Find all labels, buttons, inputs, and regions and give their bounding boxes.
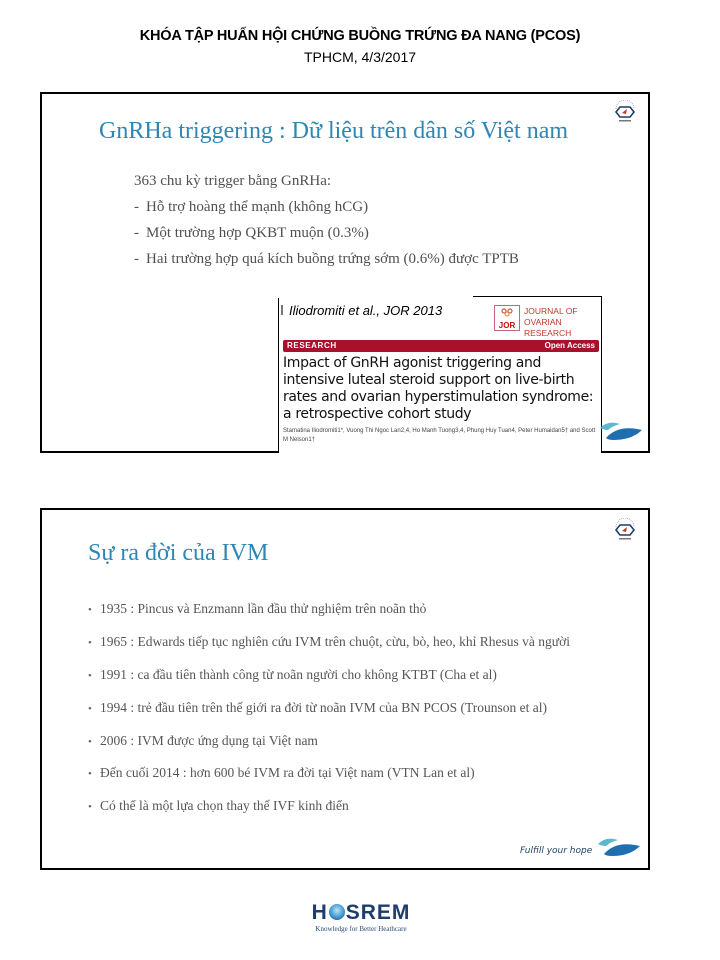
list-item-text: Hai trường hợp quá kích buồng trứng sớm (0.6%) được TPTB bbox=[146, 251, 519, 267]
list-item bbox=[88, 666, 570, 699]
paper-excerpt bbox=[278, 296, 602, 453]
list-item bbox=[88, 797, 570, 830]
paper-authors: Stamatina Iliodromiti1*, Vuong Thi Ngoc Lan2,4, Ho Manh Tuong3,4, Phung Huy Tuan4, Peter Humaidan5† and Scott M Nelson1† bbox=[283, 428, 596, 443]
list-item-text: Đến cuối 2014 : hơn 600 bé IVM ra đời tại Việt nam (VTN Lan et al) bbox=[100, 765, 475, 781]
list-item-text: Có thể là một lựa chọn thay thế IVF kinh điển bbox=[100, 798, 349, 814]
slide-ivm-history bbox=[40, 508, 650, 870]
list-item bbox=[134, 248, 519, 274]
bullet-marker: • bbox=[88, 735, 92, 748]
brand-wordmark: H SREM bbox=[311, 901, 411, 924]
bullet-marker: • bbox=[88, 801, 92, 814]
journal-logo-text: JOR bbox=[498, 321, 516, 330]
list-item-text: 1991 : ca đầu tiên thành công từ noãn người cho không KTBT (Cha et al) bbox=[100, 666, 497, 682]
globe-icon bbox=[329, 904, 345, 920]
list-item bbox=[88, 732, 570, 765]
slide-body bbox=[134, 170, 519, 274]
bullet-marker: • bbox=[88, 604, 92, 616]
dash-marker: - bbox=[134, 251, 139, 267]
paper-title: Impact of GnRH agonist triggering and intensive luteal steroid support on live-birth rates and ovarian hyperstimulation syndrome: a retrospective cohort study bbox=[283, 355, 594, 422]
clinic-logo-icon bbox=[612, 100, 638, 124]
list-item bbox=[134, 222, 519, 248]
course-location-date: TPHCM, 4/3/2017 bbox=[303, 49, 417, 65]
dash-marker: - bbox=[134, 225, 139, 241]
list-item bbox=[88, 600, 570, 633]
journal-flower-icon bbox=[501, 308, 513, 318]
bullet-marker: • bbox=[88, 768, 92, 781]
slide-title: GnRHa triggering : Dữ liệu trên dân số Việt nam bbox=[99, 118, 569, 144]
list-item bbox=[88, 633, 570, 666]
list-item bbox=[88, 764, 570, 797]
hosrem-logo bbox=[306, 902, 416, 933]
research-bar bbox=[283, 340, 599, 352]
course-title: KHÓA TẬP HUẤN HỘI CHỨNG BUỒNG TRỨNG ĐA NANG (PCOS) bbox=[139, 28, 581, 44]
paper-citation: Iliodromiti et al., JOR 2013 bbox=[289, 303, 443, 318]
brand-tagline: Knowledge for Better Heathcare bbox=[315, 925, 407, 933]
slide-tagline: Fulfill your hope bbox=[520, 846, 593, 856]
timeline-list bbox=[88, 600, 570, 830]
bullet-marker: • bbox=[88, 669, 92, 682]
list-item-text: Một trường hợp QKBT muộn (0.3%) bbox=[146, 225, 369, 241]
cite-marker bbox=[281, 305, 283, 315]
slide-title: Sự ra đời của IVM bbox=[88, 540, 269, 566]
list-item-text: Hỗ trợ hoàng thể mạnh (không hCG) bbox=[146, 199, 369, 215]
section-label: RESEARCH bbox=[287, 341, 337, 350]
bullet-marker: • bbox=[88, 636, 92, 649]
bullet-marker: • bbox=[88, 702, 92, 715]
wave-logo-icon bbox=[596, 836, 642, 858]
journal-logo-icon bbox=[494, 305, 520, 331]
intro-text: 363 chu kỳ trigger bằng GnRHa: bbox=[134, 173, 332, 189]
journal-name: JOURNAL OF OVARIAN RESEARCH bbox=[524, 306, 578, 338]
list-item bbox=[88, 699, 570, 732]
list-item-text: 1994 : trẻ đầu tiên trên thế giới ra đời từ noãn IVM của BN PCOS (Trounson et al) bbox=[100, 699, 548, 715]
list-item-text: 1935 : Pincus và Enzmann lần đầu thử nghiệm trên noãn thỏ bbox=[100, 601, 427, 616]
open-access-label: Open Access bbox=[544, 341, 595, 350]
slide-gnrha-triggering bbox=[40, 92, 650, 453]
page-header bbox=[0, 28, 720, 65]
wave-logo-icon bbox=[598, 420, 644, 442]
list-item-text: 2006 : IVM được ứng dụng tại Việt nam bbox=[100, 732, 318, 748]
dash-marker: - bbox=[134, 199, 139, 215]
clinic-logo-icon bbox=[612, 518, 638, 542]
list-item bbox=[134, 196, 519, 222]
list-item-text: 1965 : Edwards tiếp tục nghiên cứu IVM trên chuột, cừu, bò, heo, khỉ Rhesus và người bbox=[100, 633, 571, 649]
